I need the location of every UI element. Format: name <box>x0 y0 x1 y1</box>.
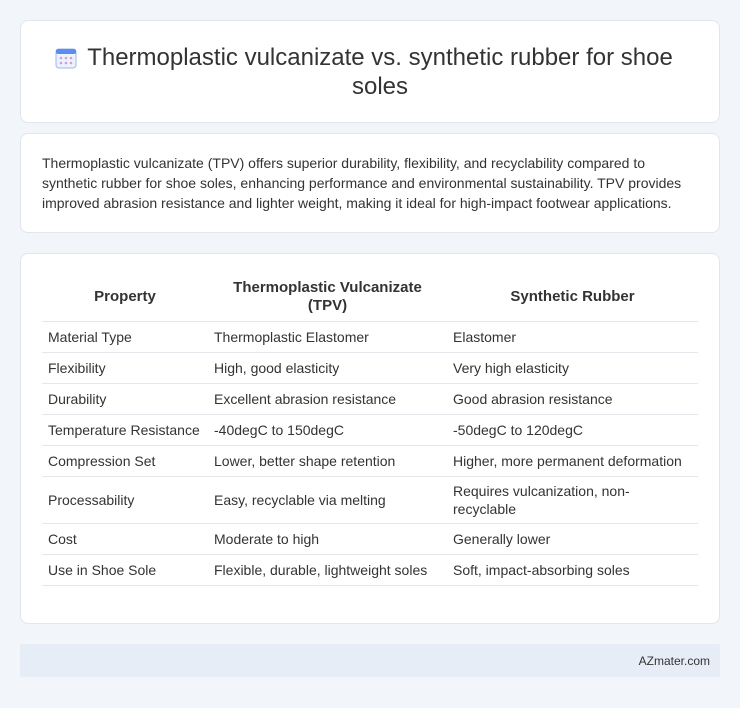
row-rubber-value: Requires vulcanization, non-recyclable <box>447 477 698 524</box>
table-header-row <box>42 273 698 322</box>
table-row <box>42 353 698 384</box>
footer-bar <box>20 644 720 677</box>
row-tpv-value: Excellent abrasion resistance <box>208 384 447 415</box>
row-property: Processability <box>42 477 208 524</box>
table-row <box>42 524 698 555</box>
row-tpv-value: High, good elasticity <box>208 353 447 384</box>
row-rubber-value: -50degC to 120degC <box>447 415 698 446</box>
row-property: Cost <box>42 524 208 555</box>
page-title: Thermoplastic vulcanizate vs. synthetic rubber for shoe soles <box>87 44 673 100</box>
footer-brand[interactable]: AZmater.com <box>638 654 710 668</box>
row-tpv-value: -40degC to 150degC <box>208 415 447 446</box>
row-tpv-value: Flexible, durable, lightweight soles <box>208 555 447 586</box>
row-property: Durability <box>42 384 208 415</box>
row-tpv-value: Thermoplastic Elastomer <box>208 322 447 353</box>
table-row <box>42 446 698 477</box>
table-row <box>42 384 698 415</box>
row-property: Flexibility <box>42 353 208 384</box>
row-tpv-value: Lower, better shape retention <box>208 446 447 477</box>
row-rubber-value: Very high elasticity <box>447 353 698 384</box>
header-synthetic-rubber: Synthetic Rubber <box>447 273 698 322</box>
row-tpv-value: Moderate to high <box>208 524 447 555</box>
header-tpv: Thermoplastic Vulcanizate (TPV) <box>208 273 447 322</box>
row-rubber-value: Good abrasion resistance <box>447 384 698 415</box>
row-property: Compression Set <box>42 446 208 477</box>
comparison-card <box>20 253 720 624</box>
row-rubber-value: Soft, impact-absorbing soles <box>447 555 698 586</box>
row-rubber-value: Elastomer <box>447 322 698 353</box>
table-row <box>42 415 698 446</box>
title-card <box>20 20 720 123</box>
row-rubber-value: Generally lower <box>447 524 698 555</box>
row-rubber-value: Higher, more permanent deformation <box>447 446 698 477</box>
header-property: Property <box>42 273 208 322</box>
table-row <box>42 322 698 353</box>
row-tpv-value: Easy, recyclable via melting <box>208 477 447 524</box>
table-row <box>42 477 698 524</box>
table-row <box>42 555 698 586</box>
row-property: Use in Shoe Sole <box>42 555 208 586</box>
description-card <box>20 133 720 233</box>
row-property: Material Type <box>42 322 208 353</box>
comparison-table <box>42 273 698 586</box>
row-property: Temperature Resistance <box>42 415 208 446</box>
description-text: Thermoplastic vulcanizate (TPV) offers superior durability, flexibility, and recyclability compared to synthetic rubber for shoe soles, enhancing performance and environmental sustainability. TPV provides improved abrasion resistance and lighter weight, making it ideal for high-impact footwear applications. <box>42 155 682 211</box>
